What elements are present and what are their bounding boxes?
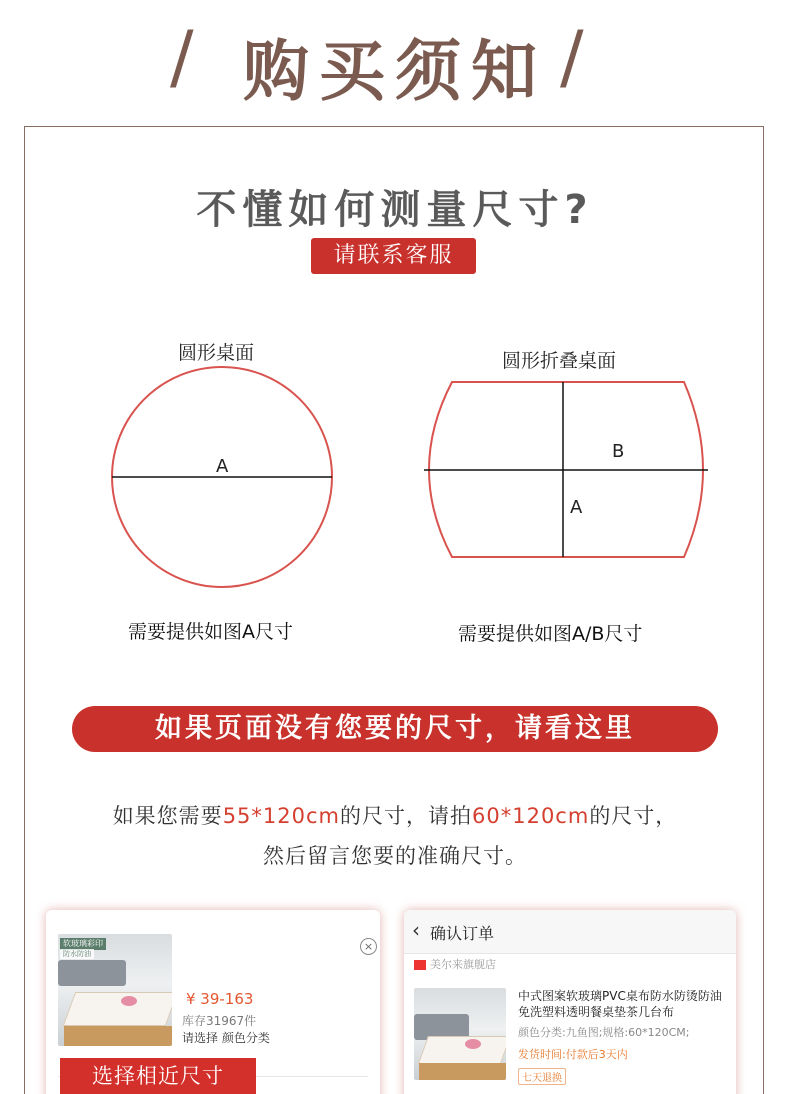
tip-size-buy: 60*120cm xyxy=(472,804,590,828)
tip-text: 如果您需要 xyxy=(112,804,223,828)
stock-count: 库存31967件 xyxy=(182,1014,257,1028)
return-policy-badge: 七天退换 xyxy=(518,1068,566,1085)
shop-row xyxy=(414,956,496,972)
shop-icon xyxy=(414,960,426,970)
header-slash-right: / xyxy=(560,16,584,98)
order-ship-time: 发货时间:付款后3天内 xyxy=(518,1048,628,1061)
round-table-label: 圆形桌面 xyxy=(178,342,255,364)
order-item-title: 中式图案软玻璃PVC桌布防水防烫防油免洗塑料透明餐桌垫茶几台布 xyxy=(518,989,722,1019)
round-note: 需要提供如图A尺寸 xyxy=(128,621,293,643)
choose-hint: 请选择 颜色分类 xyxy=(182,1031,270,1045)
folding-letter-b: B xyxy=(612,441,625,462)
order-item-spec: 颜色分类:九鱼图;规格:60*120CM; xyxy=(518,1026,690,1039)
header-slash-left: / xyxy=(170,16,194,98)
tip-text: 的尺寸，请拍 xyxy=(340,804,472,828)
shop-name: 美尔来旗舰店 xyxy=(430,958,496,971)
order-confirm-screenshot xyxy=(404,910,736,1094)
img-tag: 软玻璃彩印 xyxy=(60,938,106,950)
measure-question: 不懂如何测量尺寸? xyxy=(196,187,594,233)
close-circle-icon[interactable]: × xyxy=(360,938,377,955)
order-item-thumbnail xyxy=(414,988,506,1080)
page-title: 购买须知 xyxy=(243,33,547,110)
tip-line-2: 然后留言您要的准确尺寸。 xyxy=(263,844,527,868)
order-title: 确认订单 xyxy=(430,924,495,943)
folding-table-label: 圆形折叠桌面 xyxy=(502,350,617,372)
round-letter-a: A xyxy=(216,456,229,477)
select-near-size-label: 选择相近尺寸 xyxy=(60,1058,256,1094)
price-range: ¥ 39-163 xyxy=(186,990,254,1008)
product-thumbnail xyxy=(58,934,172,1046)
contact-service-button[interactable]: 请联系客服 xyxy=(311,238,476,274)
tip-size-wanted: 55*120cm xyxy=(222,804,340,828)
folding-note: 需要提供如图A/B尺寸 xyxy=(458,623,643,645)
order-header xyxy=(404,910,736,954)
size-help-banner: 如果页面没有您要的尺寸，请看这里 xyxy=(72,706,718,752)
folding-letter-a: A xyxy=(570,497,583,518)
img-tag-sub: 防水防油 xyxy=(60,949,94,959)
tip-line-1 xyxy=(0,800,790,830)
chevron-left-icon[interactable]: ‹ xyxy=(412,918,420,942)
tip-text: 的尺寸， xyxy=(589,804,678,828)
